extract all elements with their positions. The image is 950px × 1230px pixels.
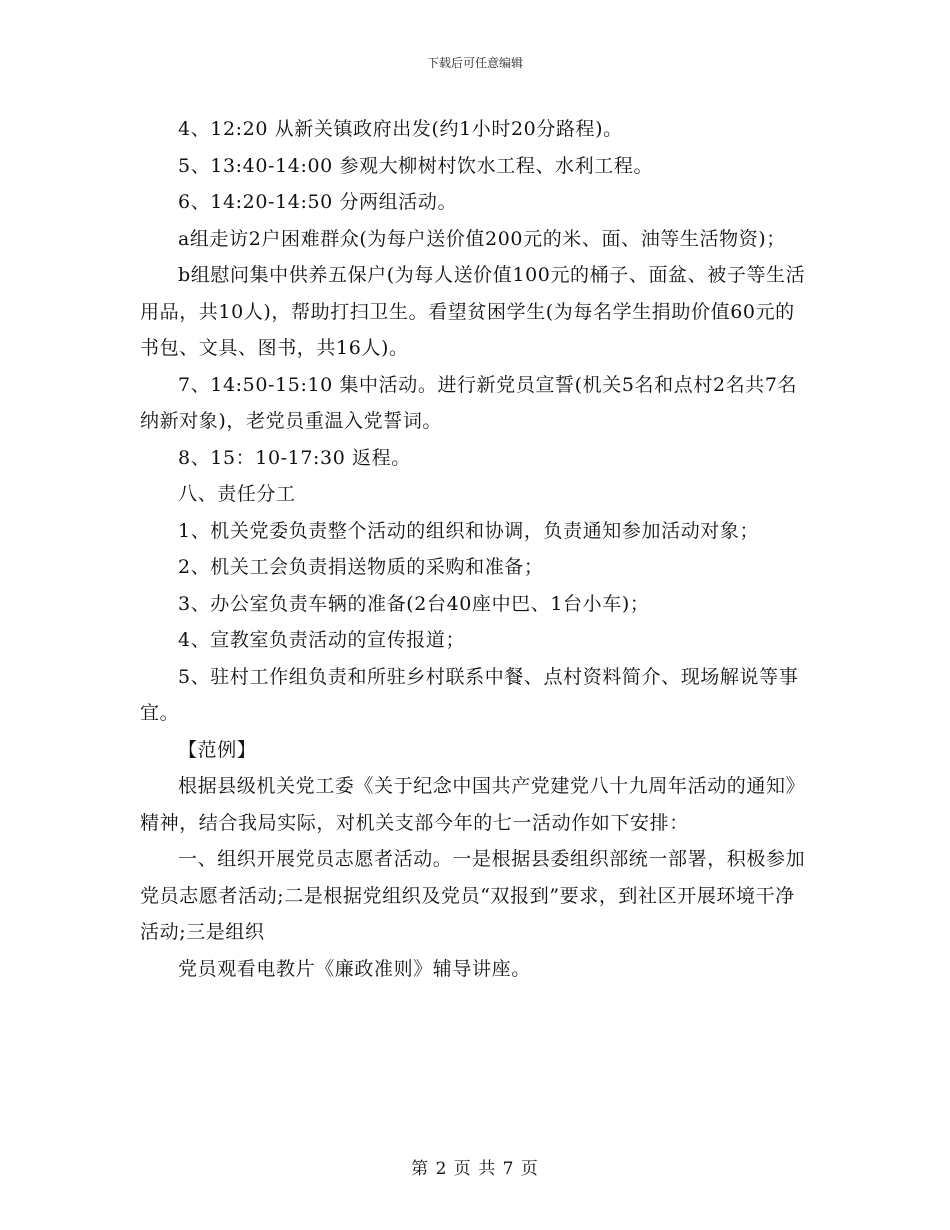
responsibility-item-2: 2、机关工会负责捐送物质的采购和准备； — [178, 556, 544, 578]
page-number-footer: 第 2 页 共 7 页 — [411, 1159, 539, 1179]
responsibility-item-3: 3、办公室负责车辆的准备(2台40座中巴、1台小车)； — [178, 592, 650, 615]
section-heading-responsibilities: 八、责任分工 — [178, 483, 296, 505]
example-intro: 根据县级机关党工委《关于纪念中国共产党建党八十九周年活动的通知》精神，结合我局实际，对机关支部今年的七一活动作如下安排： — [140, 775, 806, 834]
responsibility-item-4: 4、宣教室负责活动的宣传报道； — [178, 629, 466, 651]
page-header: 下载后可任意编辑 — [426, 56, 523, 70]
paragraph-item-4: 4、12:20 从新关镇政府出发(约1小时20分路程)。 — [178, 118, 623, 140]
paragraph-item-8: 8、15：10-17:30 返程。 — [178, 446, 411, 469]
body-text — [140, 111, 808, 987]
paragraph-group-b: b组慰问集中供养五保户(为每人送价值100元的桶子、面盆、被子等生活用品，共10人)，帮助打扫卫生。看望贫困学生(为每名学生捐助价值60元的书包、文具、图书，共16人)。 — [140, 264, 806, 359]
example-section-1: 一、组织开展党员志愿者活动。一是根据县委组织部统一部署，积极参加党员志愿者活动;二是根据党组织及党员“双报到”要求，到社区开展环境干净活动;三是组织 — [140, 848, 806, 943]
paragraph-group-a: a组走访2户困难群众(为每户送价值200元的米、面、油等生活物资)； — [178, 227, 786, 250]
example-heading: 【范例】 — [178, 738, 257, 761]
paragraph-item-5: 5、13:40-14:00 参观大柳树村饮水工程、水利工程。 — [178, 154, 654, 177]
paragraph-item-6: 6、14:20-14:50 分两组活动。 — [178, 191, 458, 213]
example-section-1-cont: 党员观看电教片《廉政准则》辅导讲座。 — [178, 957, 531, 980]
paragraph-item-7: 7、14:50-15:10 集中活动。进行新党员宣誓(机关5名和点村2名共7名纳新对象)，老党员重温入党誓词。 — [140, 373, 798, 432]
responsibility-item-1: 1、机关党委负责整个活动的组织和协调，负责通知参加活动对象； — [178, 519, 760, 542]
responsibility-item-5: 5、驻村工作组负责和所驻乡村联系中餐、点村资料简介、现场解说等事宜。 — [140, 665, 799, 724]
